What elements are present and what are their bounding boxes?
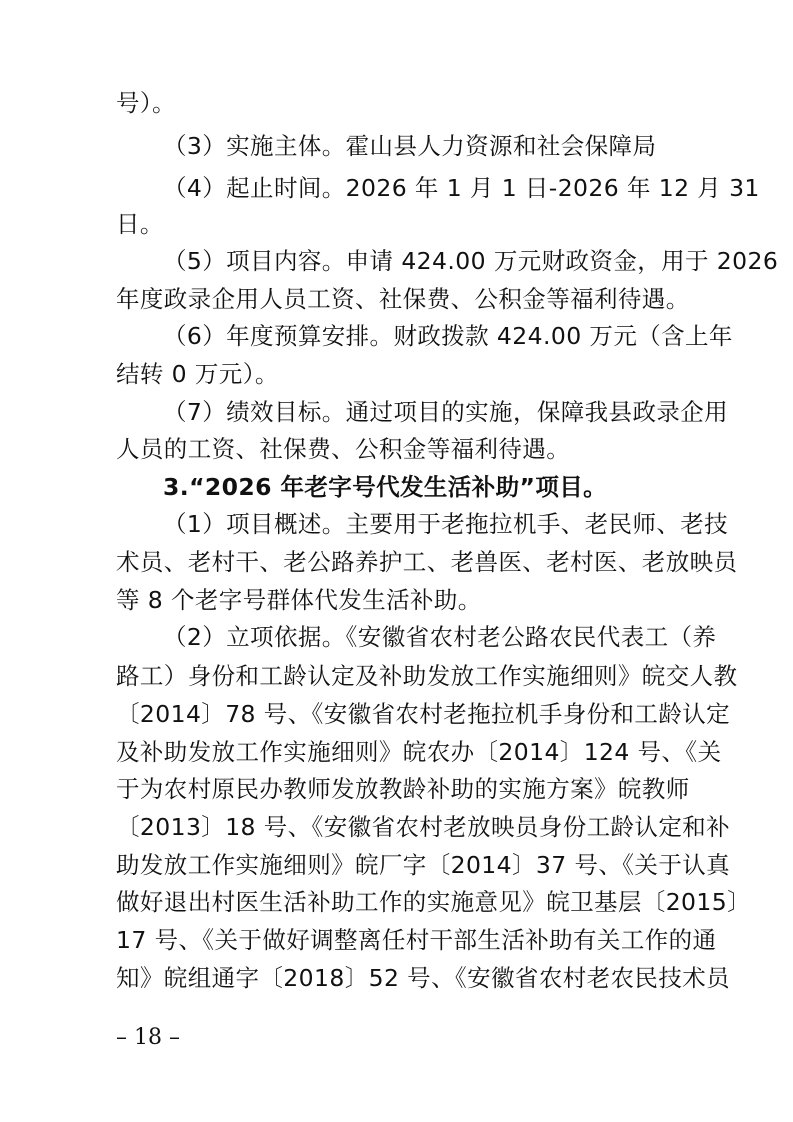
text-line: （7）绩效目标。通过项目的实施，保障我县政录企用 xyxy=(163,398,729,426)
text-line: 于为农村原民办教师发放教龄补助的实施方案》皖教师 xyxy=(116,775,690,803)
text-line: 结转 0 万元）。 xyxy=(116,360,279,388)
text-line: （6）年度预算安排。财政拨款 424.00 万元（含上年 xyxy=(163,322,733,350)
text-line: 及补助发放工作实施细则》皖农办〔2014〕124 号、《关 xyxy=(116,738,722,766)
text-line: （5）项目内容。申请 424.00 万元财政资金，用于 2026 xyxy=(163,247,779,275)
text-line: （3）实施主体。霍山县人力资源和社会保障局 xyxy=(163,132,657,160)
text-line: 知》皖组通字〔2018〕52 号、《安徽省农村老农民技术员 xyxy=(116,964,731,992)
page-number: – 18 – xyxy=(116,1025,180,1050)
text-line: 〔2013〕18 号、《安徽省农村老放映员身份工龄认定和补 xyxy=(116,813,731,841)
text-line: 年度政录企用人员工资、社保费、公积金等福利待遇。 xyxy=(116,285,690,313)
text-line: 日。 xyxy=(116,210,164,238)
text-line: 17 号、《关于做好调整离任村干部生活补助有关工作的通 xyxy=(116,926,717,954)
text-line: 〔2014〕78 号、《安徽省农村老拖拉机手身份和工龄认定 xyxy=(116,700,731,728)
text-line: （1）项目概述。主要用于老拖拉机手、老民师、老技 xyxy=(163,510,729,538)
text-line: 助发放工作实施细则》皖厂字〔2014〕37 号、《关于认真 xyxy=(116,851,731,879)
section-heading: 3.“2026 年老字号代发生活补助”项目。 xyxy=(163,473,608,501)
text-line: 人员的工资、社保费、公积金等福利待遇。 xyxy=(116,435,571,463)
text-line: 做好退出村医生活补助工作的实施意见》皖卫基层〔2015〕 xyxy=(116,888,752,916)
text-line: 术员、老村干、老公路养护工、老兽医、老村医、老放映员 xyxy=(116,548,738,576)
text-line: 号）。 xyxy=(116,89,176,117)
text-line: （4）起止时间。2026 年 1 月 1 日-2026 年 12 月 31 xyxy=(163,174,760,202)
text-line: 路工）身份和工龄认定及补助发放工作实施细则》皖交人教 xyxy=(116,662,738,690)
text-line: 等 8 个老字号群体代发生活补助。 xyxy=(116,586,482,614)
text-line: （2）立项依据。《安徽省农村老公路农民代表工（养 xyxy=(163,623,717,651)
